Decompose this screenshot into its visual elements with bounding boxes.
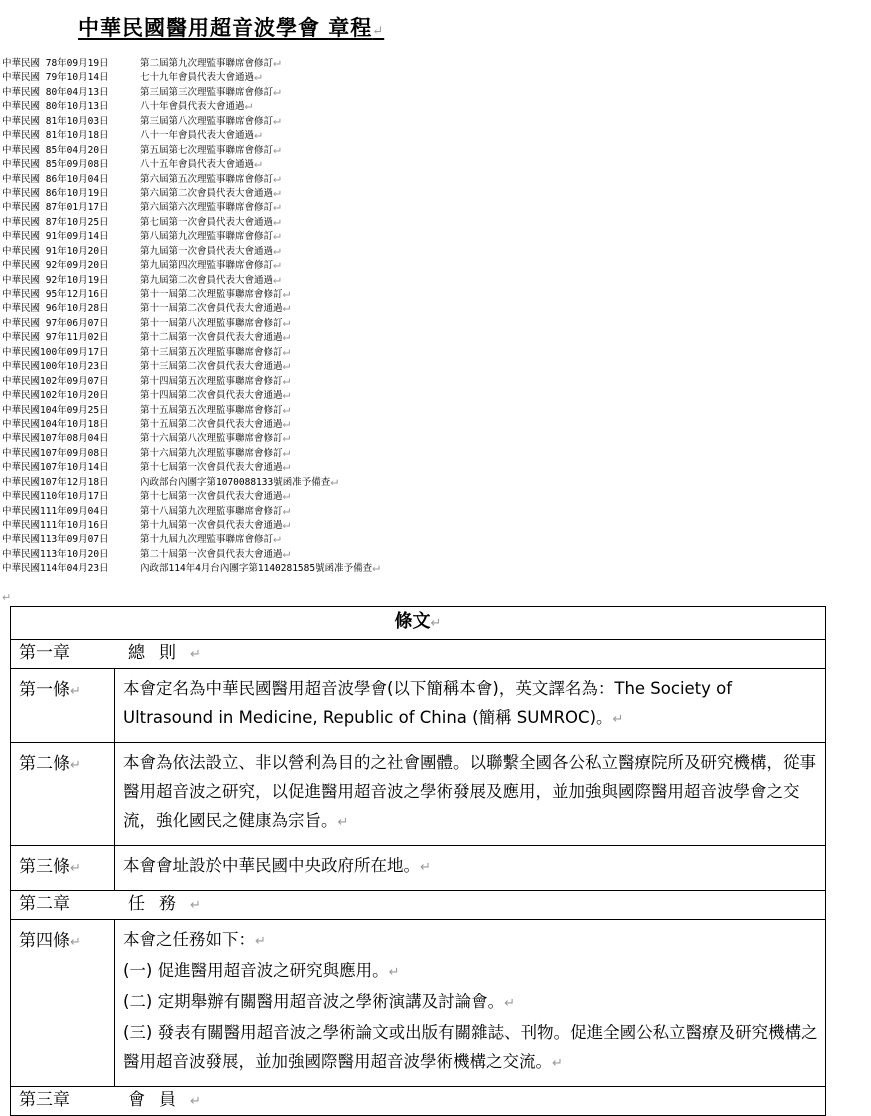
history-date: 中華民國107年12月18日: [2, 476, 109, 488]
paragraph-mark: ↵: [273, 55, 281, 70]
history-text: 八十五年會員代表大會通過: [140, 159, 255, 171]
history-text: 第九屆第四次理監事聯席會修訂: [140, 260, 274, 272]
history-entry: [2, 504, 380, 518]
history-date: 中華民國 81年10月03日: [2, 115, 109, 127]
history-entry: [2, 532, 380, 546]
history-entry: [2, 56, 380, 70]
history-text: 第七屆第一次會員代表大會通過: [140, 216, 274, 228]
history-entry: [2, 561, 380, 575]
paragraph-mark: ↵: [273, 213, 281, 229]
history-entry: [2, 489, 380, 503]
paragraph-mark: ↵: [282, 343, 291, 359]
history-date: 中華民國 97年11月02日: [2, 332, 109, 344]
history-text: 第九屆第二次會員代表大會通過: [140, 274, 274, 286]
history-date: 中華民國113年10月20日: [2, 548, 109, 560]
history-date: 中華民國 80年04月13日: [2, 86, 109, 98]
paragraph-mark: ↵: [273, 271, 281, 287]
history-entry: [2, 330, 380, 344]
paragraph-mark: ↵: [282, 401, 291, 417]
history-date: 中華民國102年09月07日: [2, 375, 109, 387]
history-text: 第二十屆第一次會員代表大會通過: [140, 548, 283, 560]
history-text: 第十一屆第八次理監事聯席會修訂: [140, 317, 283, 329]
history-entry: [2, 403, 380, 417]
history-text: 第十九屆第一次會員代表大會通過: [140, 520, 283, 531]
history-date: 中華民國 97年06月07日: [2, 317, 109, 329]
article-text: 本會為依法設立、非以營利為目的之社會團體。以聯繫全國各公私立醫療院所及研究機構，從事醫用超音波之研究，以促進醫用超音波之學術發展及應用，並加強與國際醫用超音波學會之交流，強化國民之健康為宗旨。↵: [115, 743, 826, 846]
table-header: 條文↵: [11, 607, 826, 640]
history-entry: [2, 215, 380, 229]
history-date: 中華民國 96年10月28日: [2, 303, 109, 315]
paragraph-mark: ↵: [2, 591, 12, 604]
history-text: 八十一年會員代表大會通過: [140, 130, 255, 142]
history-text: 第三屆第三次理監事聯席會修訂: [140, 86, 274, 98]
history-text: 內政部114年4月台內團字第1140281585號函准予備查: [140, 563, 373, 575]
paragraph-mark: ↵: [273, 170, 281, 186]
history-date: 中華民國 87年01月17日: [2, 202, 109, 214]
history-entry: [2, 128, 380, 142]
history-text: 第二屆第九次理監事聯席會修訂: [140, 58, 274, 69]
history-date: 中華民國107年10月14日: [2, 462, 109, 474]
paragraph-mark: ↵: [273, 112, 281, 128]
paragraph-mark: ↵: [282, 459, 291, 475]
paragraph-mark: ↵: [273, 184, 281, 200]
paragraph-mark: ↵: [254, 69, 262, 85]
history-date: 中華民國 85年09月08日: [2, 159, 109, 171]
history-entry: [2, 388, 380, 402]
history-entry: [2, 99, 380, 113]
history-text: 第十六屆第八次理監事聯席會修訂: [140, 433, 283, 445]
articles-table: [10, 606, 826, 1116]
history-date: 中華民國 91年10月20日: [2, 245, 109, 257]
paragraph-mark: ↵: [282, 329, 291, 345]
article-number: 第三條↵: [11, 846, 115, 891]
history-entry: [2, 301, 380, 315]
paragraph-mark: ↵: [282, 502, 291, 518]
history-text: 第十四屆第二次會員代表大會通過: [140, 390, 283, 402]
article-row: [11, 669, 826, 743]
article-item: (三) 發表有關醫用超音波之學術論文或出版有關雜誌、刊物。促進全國公私立醫療及研究機構之醫用超音波發展，並加強國際醫用超音波學術機構之交流。↵: [123, 1023, 818, 1071]
history-text: 第六屆第二次會員代表大會通過: [140, 187, 274, 199]
chapter-row: 第二章 任務↵: [11, 891, 826, 920]
article-text: [115, 920, 826, 1087]
article-item: (一) 促進醫用超音波之研究與應用。↵: [123, 961, 400, 980]
history-text: 內政部台內團字第1070088133號函准予備查: [140, 476, 331, 488]
article-intro: 本會之任務如下：↵: [123, 930, 266, 949]
paragraph-mark: ↵: [282, 517, 291, 532]
history-entry: [2, 85, 380, 99]
history-text: 第十一屆第二次會員代表大會通過: [140, 303, 283, 315]
paragraph-mark: ↵: [273, 228, 281, 244]
history-date: 中華民國 95年12月16日: [2, 289, 109, 300]
history-date: 中華民國102年10月20日: [2, 390, 109, 402]
history-entry: [2, 460, 380, 474]
paragraph-mark: ↵: [282, 545, 291, 561]
history-date: 中華民國 78年09月19日: [2, 58, 109, 69]
history-date: 中華民國 92年09月20日: [2, 260, 109, 272]
history-entry: [2, 287, 380, 301]
paragraph-mark: ↵: [273, 257, 281, 273]
paragraph-mark: ↵: [254, 127, 262, 143]
history-text: 第十一屆第二次理監事聯席會修訂: [140, 289, 283, 300]
article-number: 第四條↵: [11, 920, 115, 1087]
history-entry: [2, 114, 380, 128]
history-date: 中華民國 87年10月25日: [2, 216, 109, 228]
document-title: 中華民國醫用超音波學會 章程↵: [78, 15, 385, 40]
history-text: 第十七屆第一次會員代表大會通過: [140, 491, 283, 503]
history-entry: [2, 374, 380, 388]
paragraph-mark: ↵: [282, 415, 291, 431]
paragraph-mark: ↵: [282, 314, 291, 330]
paragraph-mark: ↵: [282, 286, 291, 301]
paragraph-mark: ↵: [282, 444, 291, 460]
history-text: 第十三屆第五次理監事聯席會修訂: [140, 346, 283, 358]
history-date: 中華民國110年10月17日: [2, 491, 109, 503]
history-date: 中華民國111年09月04日: [2, 505, 109, 517]
history-date: 中華民國 92年10月19日: [2, 274, 109, 286]
history-text: 第三屆第八次理監事聯席會修訂: [140, 115, 274, 127]
history-entry: [2, 446, 380, 460]
chapter-row: 第三章 會員↵: [11, 1087, 826, 1116]
history-entry: [2, 186, 380, 200]
paragraph-mark: ↵: [372, 560, 380, 576]
article-row: [11, 743, 826, 846]
history-entry: [2, 518, 380, 532]
history-text: 第十八屆第九次理監事聯席會修訂: [140, 505, 283, 517]
history-date: 中華民國107年09月08日: [2, 447, 109, 459]
article-row: [11, 846, 826, 891]
article-item: (二) 定期舉辦有關醫用超音波之學術演講及討論會。↵: [123, 992, 516, 1011]
history-text: 第十七屆第一次會員代表大會通過: [140, 462, 283, 474]
paragraph-mark: ↵: [282, 358, 291, 374]
paragraph-mark: ↵: [282, 430, 291, 446]
history-entry: [2, 273, 380, 287]
history-text: 第八屆第九次理監事聯席會修訂: [140, 231, 274, 243]
article-number: 第二條↵: [11, 743, 115, 846]
history-date: 中華民國 86年10月19日: [2, 187, 109, 199]
history-entry: [2, 417, 380, 431]
paragraph-mark: ↵: [273, 199, 281, 215]
article-text: 本會定名為中華民國醫用超音波學會(以下簡稱本會)，英文譯名為：The Society of Ultrasound in Medicine, Republic of China (簡稱 SUMROC)。↵: [115, 669, 826, 743]
history-date: 中華民國 85年04月20日: [2, 144, 109, 156]
history-text: 第六屆第五次理監事聯席會修訂: [140, 173, 274, 185]
history-date: 中華民國113年09月07日: [2, 534, 109, 546]
history-text: 第十五屆第五次理監事聯席會修訂: [140, 404, 283, 416]
chapter-row: 第一章 總則↵: [11, 640, 826, 669]
history-text: 八十年會員代表大會通過: [140, 101, 245, 113]
history-entry: [2, 316, 380, 330]
revision-history: [2, 56, 380, 576]
paragraph-mark: ↵: [244, 98, 253, 114]
paragraph-mark: ↵: [282, 387, 291, 403]
history-entry: [2, 258, 380, 272]
history-date: 中華民國 81年10月18日: [2, 130, 109, 142]
history-text: 第十九屆九次理監事聯席會修訂: [140, 534, 274, 546]
history-date: 中華民國100年09月17日: [2, 346, 109, 358]
history-text: 第六屆第六次理監事聯席會修訂: [140, 202, 274, 214]
article-text: 本會會址設於中華民國中央政府所在地。↵: [115, 846, 826, 891]
history-entry: [2, 431, 380, 445]
history-entry: [2, 359, 380, 373]
history-entry: [2, 143, 380, 157]
paragraph-mark: ↵: [254, 156, 262, 172]
history-entry: [2, 244, 380, 258]
history-date: 中華民國104年10月18日: [2, 418, 109, 430]
history-entry: [2, 70, 380, 84]
history-entry: [2, 475, 380, 489]
history-entry: [2, 172, 380, 186]
article-number: 第一條↵: [11, 669, 115, 743]
paragraph-mark: ↵: [273, 242, 281, 258]
history-text: 第十三屆第二次會員代表大會通過: [140, 361, 283, 373]
history-text: 第十二屆第一次會員代表大會通過: [140, 332, 283, 344]
history-entry: [2, 157, 380, 171]
history-date: 中華民國107年08月04日: [2, 433, 109, 445]
history-text: 七十九年會員代表大會通過: [140, 72, 255, 84]
history-entry: [2, 200, 380, 214]
history-date: 中華民國100年10月23日: [2, 361, 109, 373]
article-row: [11, 920, 826, 1087]
paragraph-mark: ↵: [330, 473, 339, 489]
history-text: 第五屆第七次理監事聯席會修訂: [140, 144, 274, 156]
history-entry: [2, 547, 380, 561]
paragraph-mark: ↵: [273, 141, 281, 157]
history-date: 中華民國 86年10月04日: [2, 173, 109, 185]
history-text: 第十六屆第九次理監事聯席會修訂: [140, 447, 283, 459]
history-entry: [2, 345, 380, 359]
history-text: 第九屆第一次會員代表大會通過: [140, 245, 274, 257]
history-date: 中華民國 80年10月13日: [2, 101, 109, 113]
history-date: 中華民國104年09月25日: [2, 404, 109, 416]
paragraph-mark: ↵: [273, 83, 281, 99]
history-date: 中華民國111年10月16日: [2, 520, 109, 531]
paragraph-mark: ↵: [273, 531, 281, 547]
history-date: 中華民國 91年09月14日: [2, 231, 109, 243]
history-text: 第十四屆第五次理監事聯席會修訂: [140, 375, 283, 387]
history-text: 第十五屆第二次會員代表大會通過: [140, 418, 283, 430]
paragraph-mark: ↵: [282, 372, 291, 388]
history-date: 中華民國 79年10月14日: [2, 72, 109, 84]
history-date: 中華民國114年04月23日: [2, 563, 109, 575]
history-entry: [2, 229, 380, 243]
paragraph-mark: ↵: [282, 300, 291, 316]
paragraph-mark: ↵: [282, 488, 291, 504]
